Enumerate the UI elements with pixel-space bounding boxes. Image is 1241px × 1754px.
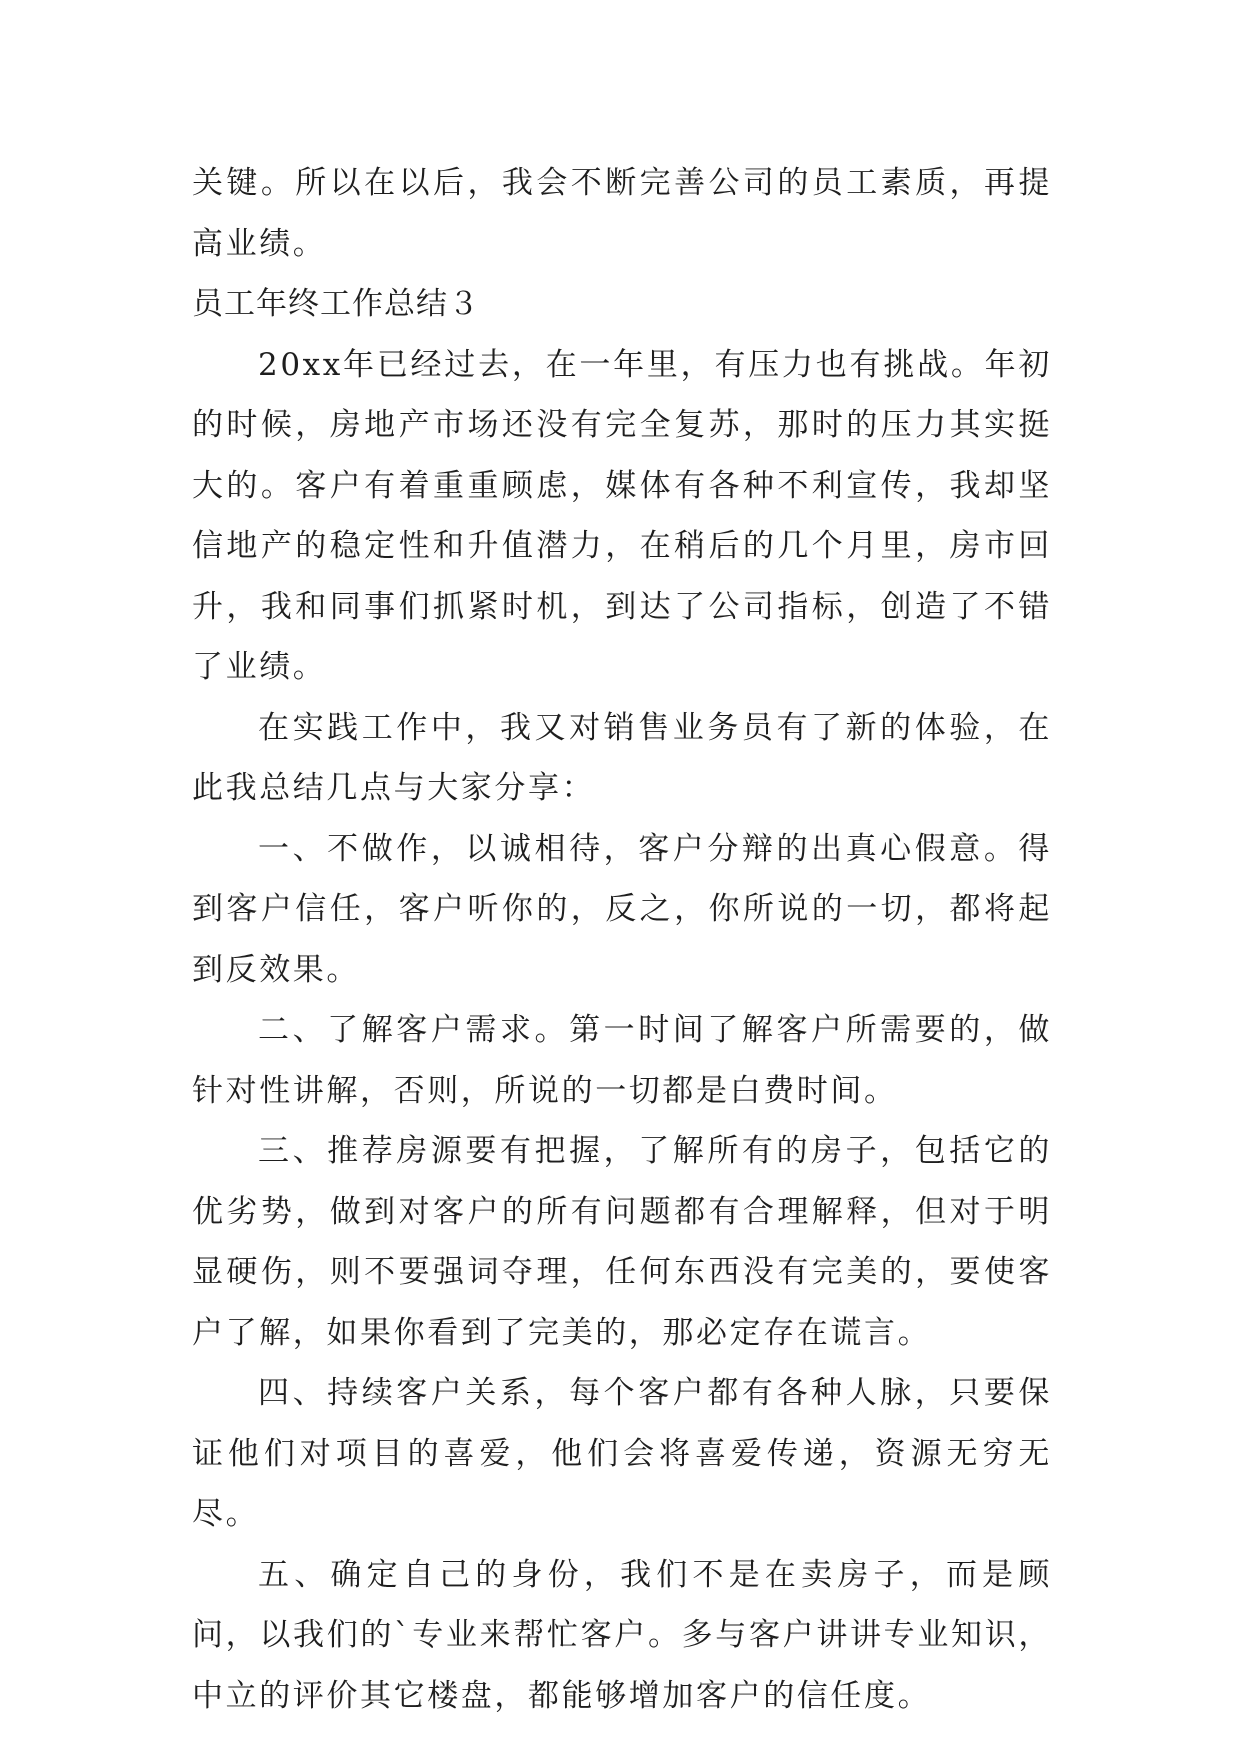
paragraph-point-4: 四、持续客户关系，每个客户都有各种人脉，只要保证他们对项目的喜爱，他们会将喜爱传递，资源无穷无尽。 [192,1375,1052,1532]
paragraph-point-1: 一、不做作，以诚相待，客户分辩的出真心假意。得到客户信任，客户听你的，反之，你所说的一切，都将起到反效果。 [192,830,1052,988]
paragraph-continuation: 关键。所以在以后，我会不断完善公司的员工素质，再提高业绩。 [192,165,1052,262]
paragraph-point-5: 五、确定自己的身份，我们不是在卖房子，而是顾问，以我们的`专业来帮忙客户。多与客户讲讲专业知识，中立的评价其它楼盘，都能够增加客户的信任度。 [192,1556,1052,1714]
paragraph-intro: 20xx年已经过去，在一年里，有压力也有挑战。年初的时候，房地产市场还没有完全复苏，那时的压力其实挺大的。客户有着重重顾虑，媒体有各种不利宣传，我却坚信地产的稳定性和升值潜力，在稍后的几个月里，房市回升，我和同事们抓紧时机，到达了公司指标，创造了不错了业绩。 [192,346,1052,685]
paragraph-point-2: 二、了解客户需求。第一时间了解客户所需要的，做针对性讲解，否则，所说的一切都是白费时间。 [192,1012,1052,1109]
document-body [192,153,1052,1726]
section-heading: 员工年终工作总结３ [192,286,480,322]
paragraph-summary-lead: 在实践工作中，我又对销售业务员有了新的体验，在此我总结几点与大家分享： [192,709,1052,806]
paragraph-point-3: 三、推荐房源要有把握，了解所有的房子，包括它的优劣势，做到对客户的所有问题都有合理解释，但对于明显硬伤，则不要强词夺理，任何东西没有完美的，要使客户了解，如果你看到了完美的，那必定存在谎言。 [192,1133,1052,1351]
